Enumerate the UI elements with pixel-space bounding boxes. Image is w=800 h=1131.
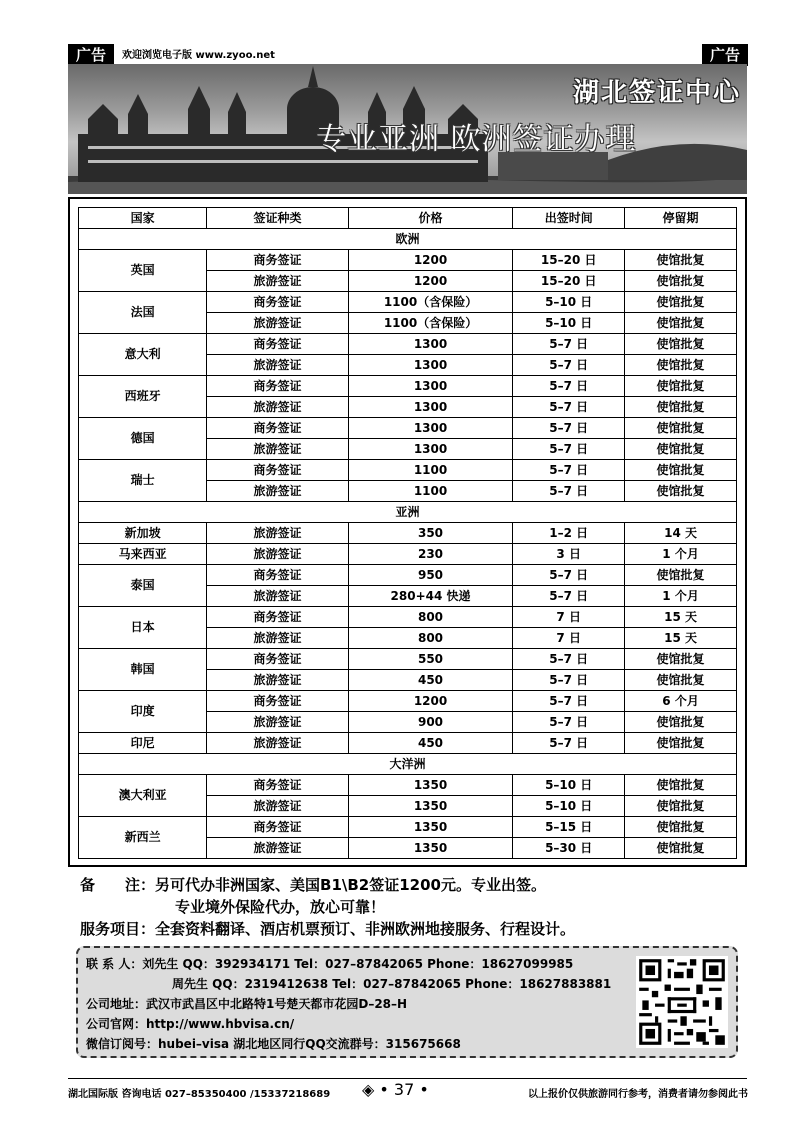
price-cell: 1200 (348, 691, 513, 712)
issue-time-cell: 15–20 日 (513, 271, 625, 292)
table-row (79, 523, 737, 544)
stay-cell: 15 天 (625, 628, 737, 649)
stay-cell: 使馆批复 (625, 733, 737, 754)
issue-time-cell: 5–7 日 (513, 355, 625, 376)
issue-time-cell: 5–7 日 (513, 691, 625, 712)
table-row (79, 418, 737, 439)
issue-time-cell: 5–15 日 (513, 817, 625, 838)
issue-time-cell: 5–7 日 (513, 565, 625, 586)
price-cell: 1100（含保险） (348, 313, 513, 334)
stay-cell: 14 天 (625, 523, 737, 544)
country-cell: 瑞士 (79, 460, 207, 502)
price-cell: 1350 (348, 817, 513, 838)
ad-label-right: 广告 (702, 44, 748, 66)
company-address: 公司地址：武汉市武昌区中北路特1号楚天都市花园D–28–H (86, 997, 408, 1011)
price-cell: 450 (348, 733, 513, 754)
service-label: 服务项目： (80, 920, 156, 938)
visa-type-cell: 商务签证 (207, 334, 348, 355)
visa-price-table-frame (68, 197, 747, 867)
visa-type-cell: 商务签证 (207, 691, 348, 712)
issue-time-cell: 5–7 日 (513, 397, 625, 418)
stay-cell: 使馆批复 (625, 775, 737, 796)
issue-time-cell: 5–7 日 (513, 418, 625, 439)
visa-type-cell: 旅游签证 (207, 586, 348, 607)
price-cell: 1300 (348, 376, 513, 397)
visa-type-cell: 旅游签证 (207, 271, 348, 292)
header-price: 价格 (348, 208, 513, 229)
issue-time-cell: 5–30 日 (513, 838, 625, 859)
price-cell: 550 (348, 649, 513, 670)
region-row (79, 502, 737, 523)
visa-price-table (78, 207, 737, 859)
issue-time-cell: 7 日 (513, 628, 625, 649)
banner (68, 64, 747, 194)
table-row (79, 376, 737, 397)
stay-cell: 使馆批复 (625, 313, 737, 334)
table-header-row (79, 208, 737, 229)
country-cell: 德国 (79, 418, 207, 460)
visa-type-cell: 商务签证 (207, 292, 348, 313)
stay-cell: 使馆批复 (625, 292, 737, 313)
issue-time-cell: 5–7 日 (513, 460, 625, 481)
issue-time-cell: 5–7 日 (513, 439, 625, 460)
price-cell: 1300 (348, 334, 513, 355)
issue-time-cell: 5–7 日 (513, 586, 625, 607)
issue-time-cell: 5–7 日 (513, 376, 625, 397)
stay-cell: 6 个月 (625, 691, 737, 712)
country-cell: 马来西亚 (79, 544, 207, 565)
region-row (79, 754, 737, 775)
header-issue-time: 出签时间 (513, 208, 625, 229)
country-cell: 意大利 (79, 334, 207, 376)
issue-time-cell: 5–10 日 (513, 292, 625, 313)
contact-person-2: 周先生 QQ：2319412638 Tel：027–87842065 Phone：18627883881 (172, 977, 612, 991)
issue-time-cell: 5–7 日 (513, 334, 625, 355)
table-row (79, 460, 737, 481)
stay-cell: 使馆批复 (625, 376, 737, 397)
visa-type-cell: 旅游签证 (207, 481, 348, 502)
table-row (79, 292, 737, 313)
table-row (79, 775, 737, 796)
page-number-value: 37 (393, 1080, 415, 1099)
visa-type-cell: 旅游签证 (207, 670, 348, 691)
country-cell: 英国 (79, 250, 207, 292)
country-cell: 印度 (79, 691, 207, 733)
visa-type-cell: 旅游签证 (207, 439, 348, 460)
country-cell: 韩国 (79, 649, 207, 691)
contact-box (76, 946, 738, 1058)
table-row (79, 334, 737, 355)
diamond-icon: ◈ • (362, 1080, 394, 1099)
visa-type-cell: 旅游签证 (207, 838, 348, 859)
region-row (79, 229, 737, 250)
region-name: 欧洲 (79, 229, 737, 250)
notes (80, 874, 760, 940)
stay-cell: 使馆批复 (625, 397, 737, 418)
remark-text-2: 专业境外保险代办，放心可靠！ (175, 898, 386, 916)
page-number (362, 1080, 429, 1099)
banner-title: 湖北签证中心 (572, 78, 741, 108)
visa-type-cell: 商务签证 (207, 418, 348, 439)
table-row (79, 250, 737, 271)
visa-type-cell: 旅游签证 (207, 523, 348, 544)
visa-type-cell: 商务签证 (207, 376, 348, 397)
price-cell: 280+44 快递 (348, 586, 513, 607)
remark-label: 备 注： (80, 876, 156, 894)
visa-type-cell: 旅游签证 (207, 712, 348, 733)
country-cell: 新西兰 (79, 817, 207, 859)
ad-label-left: 广告 (68, 44, 114, 66)
wechat-info: 微信订阅号：hubei–visa 湖北地区同行QQ交流群号：315675668 (86, 1037, 461, 1051)
country-cell: 泰国 (79, 565, 207, 607)
table-row (79, 607, 737, 628)
country-cell: 日本 (79, 607, 207, 649)
price-cell: 1350 (348, 775, 513, 796)
price-cell: 1200 (348, 250, 513, 271)
dot-icon: • (414, 1080, 429, 1099)
stay-cell: 使馆批复 (625, 460, 737, 481)
price-cell: 800 (348, 628, 513, 649)
footer-divider (68, 1078, 747, 1079)
issue-time-cell: 5–7 日 (513, 733, 625, 754)
issue-time-cell: 5–7 日 (513, 481, 625, 502)
stay-cell: 使馆批复 (625, 250, 737, 271)
stay-cell: 使馆批复 (625, 565, 737, 586)
price-cell: 1100 (348, 481, 513, 502)
country-cell: 印尼 (79, 733, 207, 754)
visa-type-cell: 商务签证 (207, 250, 348, 271)
stay-cell: 使馆批复 (625, 649, 737, 670)
issue-time-cell: 5–10 日 (513, 313, 625, 334)
banner-subtitle: 专业亚洲 欧洲签证办理 (316, 122, 637, 157)
header-stay: 停留期 (625, 208, 737, 229)
remark-text-1: 另可代办非洲国家、美国B1\B2签证1200元。专业出签。 (155, 876, 546, 894)
stay-cell: 使馆批复 (625, 334, 737, 355)
price-cell: 230 (348, 544, 513, 565)
price-cell: 1300 (348, 397, 513, 418)
visa-type-cell: 商务签证 (207, 775, 348, 796)
table-row (79, 691, 737, 712)
visa-type-cell: 商务签证 (207, 649, 348, 670)
country-cell: 西班牙 (79, 376, 207, 418)
table-row (79, 565, 737, 586)
visa-type-cell: 旅游签证 (207, 544, 348, 565)
price-cell: 1350 (348, 838, 513, 859)
price-cell: 350 (348, 523, 513, 544)
header-country: 国家 (79, 208, 207, 229)
remark-row (80, 874, 760, 896)
stay-cell: 使馆批复 (625, 418, 737, 439)
price-cell: 900 (348, 712, 513, 733)
stay-cell: 使馆批复 (625, 481, 737, 502)
price-cell: 450 (348, 670, 513, 691)
service-text: 全套资料翻译、酒店机票预订、非洲欧洲地接服务、行程设计。 (155, 920, 576, 938)
country-cell: 新加坡 (79, 523, 207, 544)
issue-time-cell: 5–7 日 (513, 649, 625, 670)
stay-cell: 使馆批复 (625, 712, 737, 733)
table-body (79, 229, 737, 859)
stay-cell: 1 个月 (625, 544, 737, 565)
price-cell: 950 (348, 565, 513, 586)
table-row (79, 733, 737, 754)
table-row (79, 544, 737, 565)
price-cell: 1100 (348, 460, 513, 481)
stay-cell: 使馆批复 (625, 796, 737, 817)
region-name: 亚洲 (79, 502, 737, 523)
visa-type-cell: 旅游签证 (207, 628, 348, 649)
issue-time-cell: 5–7 日 (513, 670, 625, 691)
visa-type-cell: 商务签证 (207, 817, 348, 838)
price-cell: 1300 (348, 418, 513, 439)
stay-cell: 15 天 (625, 607, 737, 628)
table-row (79, 649, 737, 670)
visa-type-cell: 旅游签证 (207, 733, 348, 754)
visa-type-cell: 商务签证 (207, 565, 348, 586)
contact-person-1: 联 系 人：刘先生 QQ：392934171 Tel：027–87842065 Phone：18627099985 (86, 957, 574, 971)
issue-time-cell: 1–2 日 (513, 523, 625, 544)
stay-cell: 使馆批复 (625, 439, 737, 460)
stay-cell: 1 个月 (625, 586, 737, 607)
region-name: 大洋洲 (79, 754, 737, 775)
price-cell: 1350 (348, 796, 513, 817)
footer-left-text: 湖北国际版 咨询电话 027–85350400 /15337218689 (68, 1089, 331, 1100)
issue-time-cell: 7 日 (513, 607, 625, 628)
visa-type-cell: 旅游签证 (207, 313, 348, 334)
visa-type-cell: 旅游签证 (207, 397, 348, 418)
stay-cell: 使馆批复 (625, 670, 737, 691)
stay-cell: 使馆批复 (625, 355, 737, 376)
qr-code-icon (636, 956, 728, 1048)
issue-time-cell: 5–10 日 (513, 775, 625, 796)
issue-time-cell: 15–20 日 (513, 250, 625, 271)
service-row (80, 918, 760, 940)
price-cell: 800 (348, 607, 513, 628)
welcome-text: 欢迎浏览电子版 www.zyoo.net (122, 50, 275, 61)
price-cell: 1200 (348, 271, 513, 292)
company-website: 公司官网：http://www.hbvisa.cn/ (86, 1017, 295, 1031)
stay-cell: 使馆批复 (625, 838, 737, 859)
issue-time-cell: 5–7 日 (513, 712, 625, 733)
issue-time-cell: 5–10 日 (513, 796, 625, 817)
visa-type-cell: 商务签证 (207, 607, 348, 628)
footer-disclaimer: 以上报价仅供旅游同行参考，消费者请勿参阅此书 (528, 1089, 748, 1100)
visa-type-cell: 旅游签证 (207, 796, 348, 817)
country-cell: 澳大利亚 (79, 775, 207, 817)
visa-type-cell: 旅游签证 (207, 355, 348, 376)
country-cell: 法国 (79, 292, 207, 334)
visa-type-cell: 商务签证 (207, 460, 348, 481)
price-cell: 1300 (348, 355, 513, 376)
stay-cell: 使馆批复 (625, 271, 737, 292)
table-row (79, 817, 737, 838)
header-visa-type: 签证种类 (207, 208, 348, 229)
price-cell: 1300 (348, 439, 513, 460)
issue-time-cell: 3 日 (513, 544, 625, 565)
stay-cell: 使馆批复 (625, 817, 737, 838)
price-cell: 1100（含保险） (348, 292, 513, 313)
